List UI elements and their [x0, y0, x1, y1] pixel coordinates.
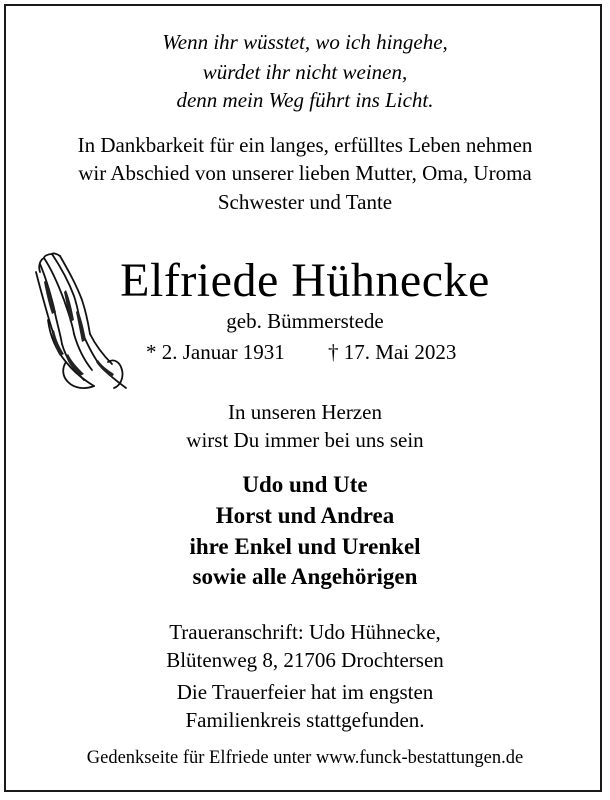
address-line-2: Blütenweg 8, 21706 Drochtersen [166, 648, 444, 672]
intro-line-3: Schwester und Tante [217, 190, 393, 214]
poem-line-2: würdet ihr nicht weinen, [202, 60, 408, 84]
remembrance-line-1: In unseren Herzen [228, 400, 382, 424]
birth-date: * 2. Januar 1931 [146, 340, 285, 364]
address-line-1: Traueranschrift: Udo Hühnecke, [169, 620, 441, 644]
ceremony-line-1: Die Trauerfeier hat im engsten [176, 680, 434, 704]
poem-line-1: Wenn ihr wüsstet, wo ich hingehe, [162, 30, 448, 54]
ceremony-line-2: Familienkreis stattgefunden. [185, 708, 425, 732]
poem-line-3: denn mein Weg führt ins Licht. [176, 88, 434, 112]
memorial-page-footer: Gedenkseite für Elfriede unter www.funck-bestattungen.de [86, 748, 524, 768]
family-line-1: Udo und Ute [242, 472, 368, 497]
deceased-name: Elfriede Hühnecke [120, 254, 490, 307]
family-line-2: Horst und Andrea [215, 503, 395, 528]
intro-line-2: wir Abschied von unserer lieben Mutter, Oma, Uroma [78, 161, 532, 185]
remembrance-line-2: wirst Du immer bei uns sein [186, 428, 424, 452]
birth-name: geb. Bümmerstede [226, 309, 384, 333]
family-line-3: ihre Enkel und Urenkel [189, 534, 421, 559]
family-line-4: sowie alle Angehörigen [192, 564, 418, 589]
intro-line-1: In Dankbarkeit für ein langes, erfülltes Leben nehmen [77, 133, 533, 157]
life-dates [0, 340, 610, 368]
death-date: † 17. Mai 2023 [328, 340, 457, 364]
